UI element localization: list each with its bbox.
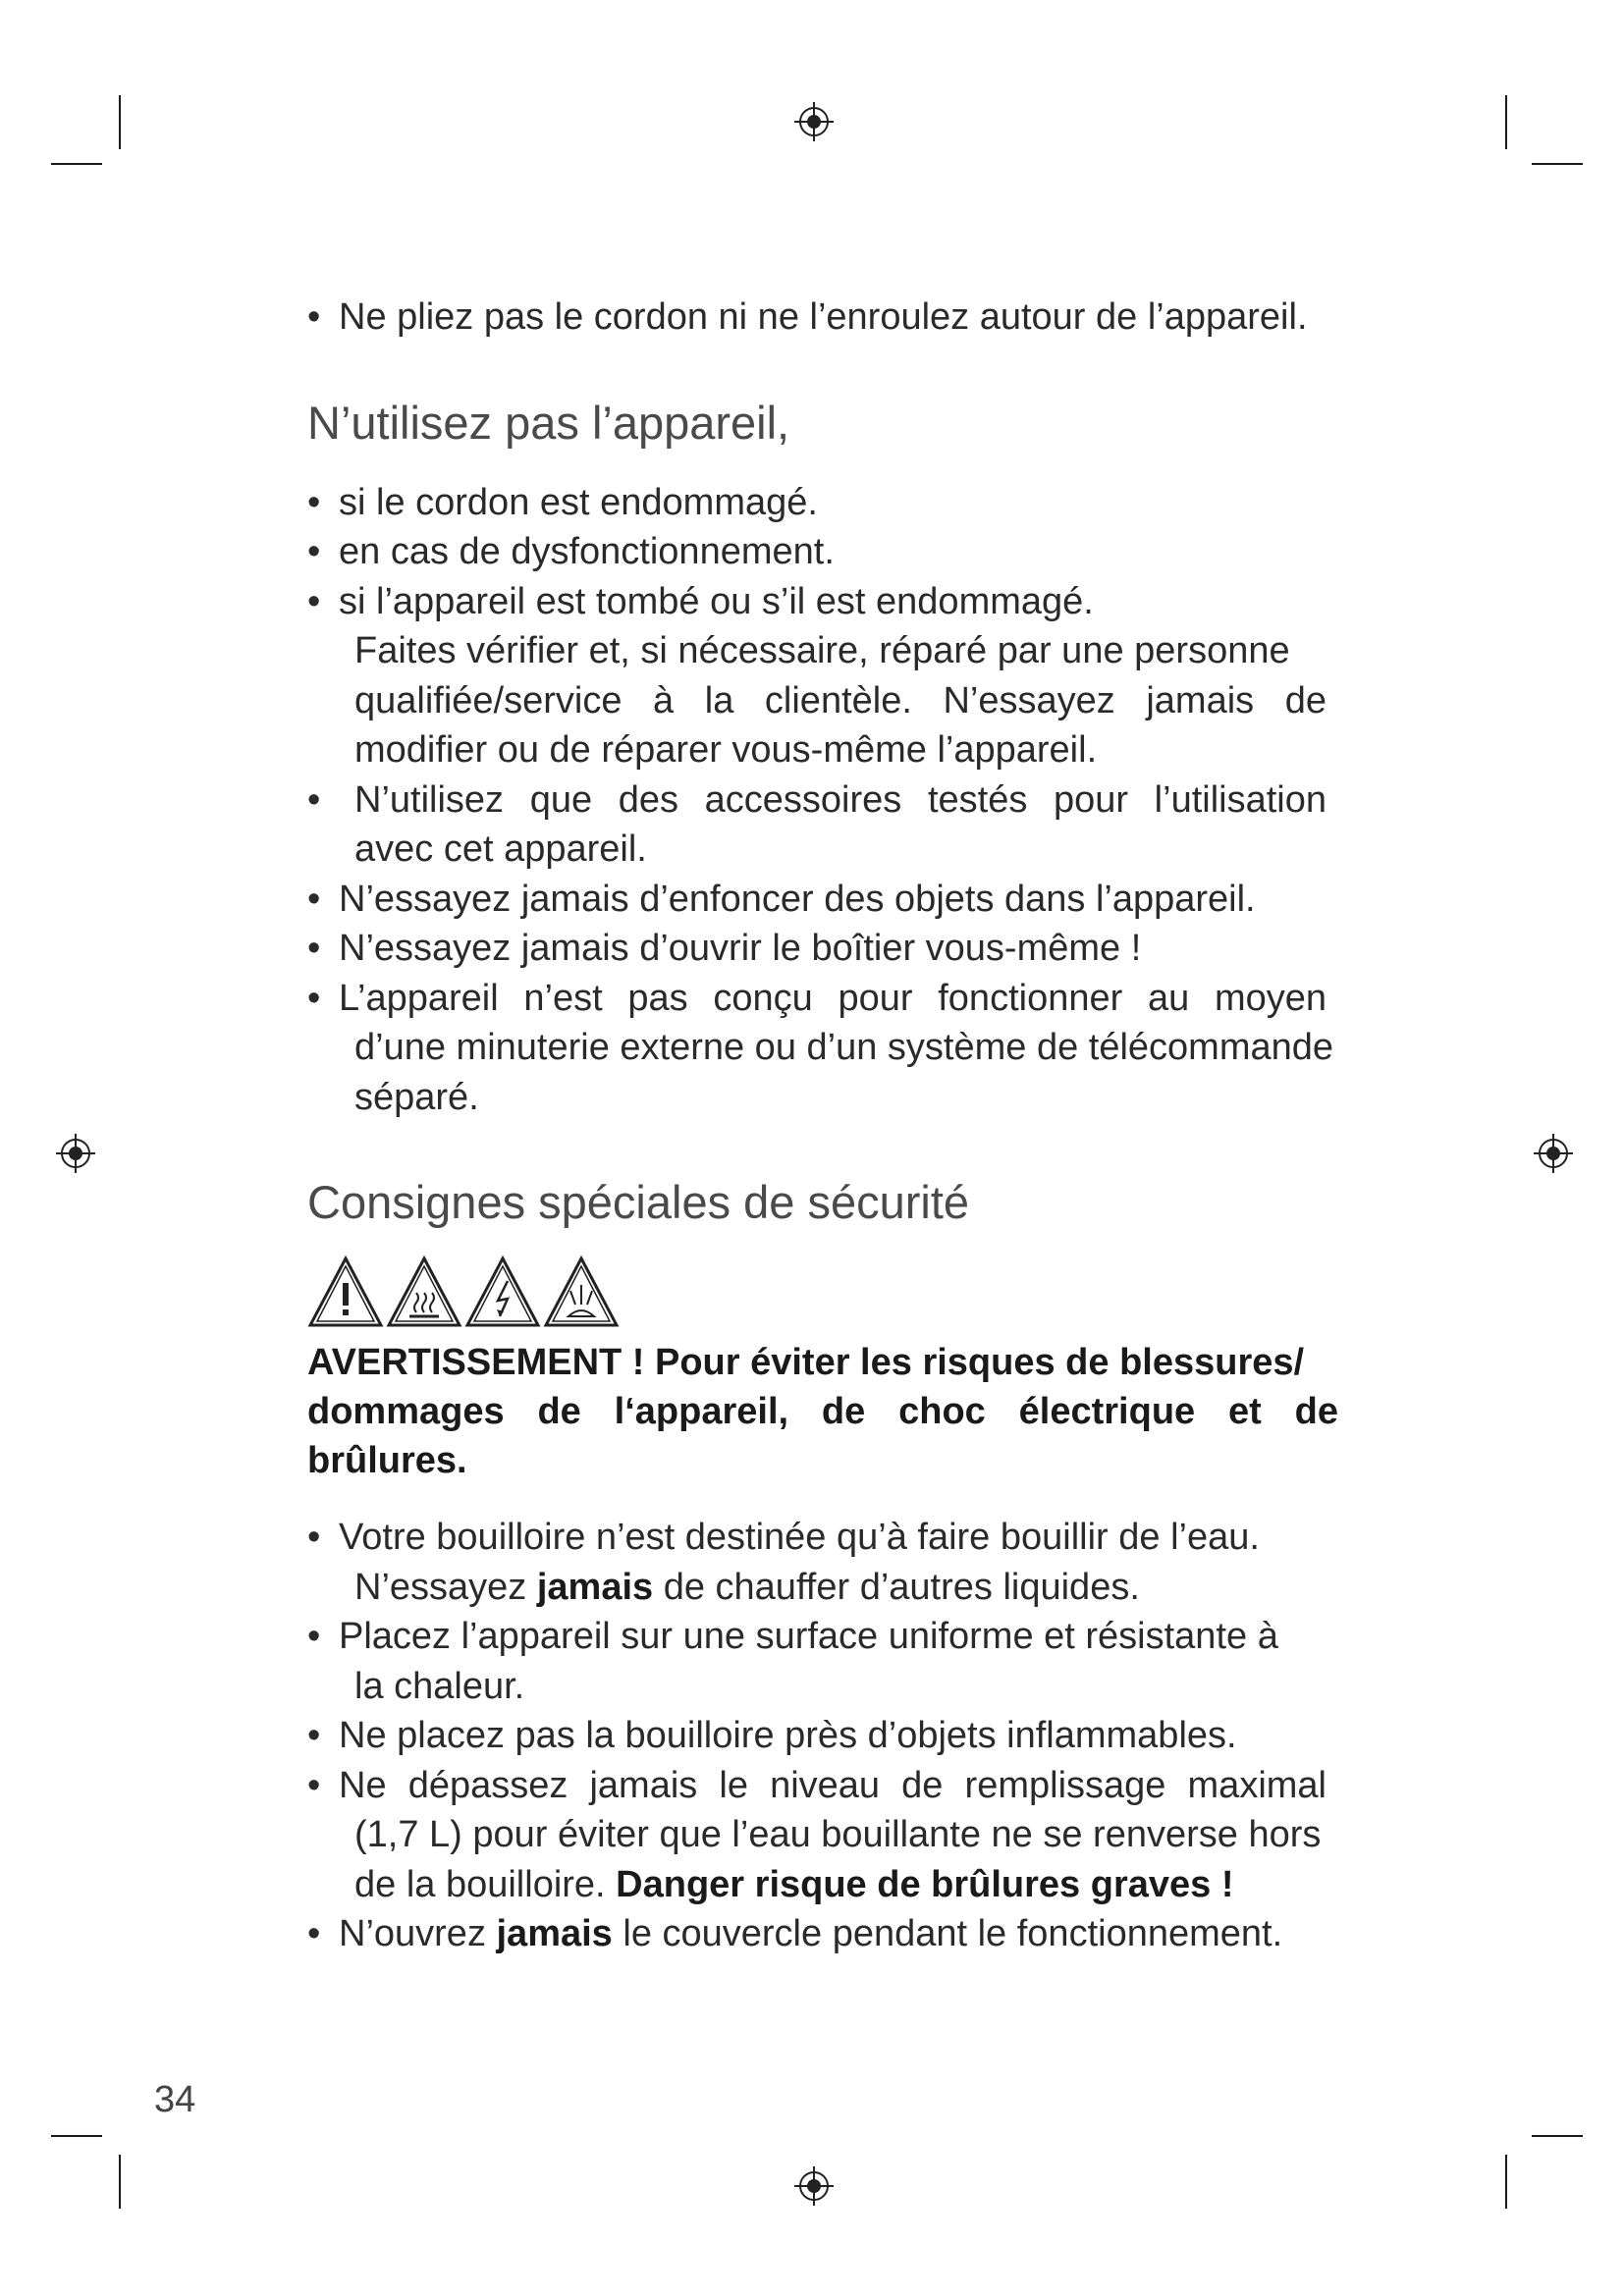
list-item: • N’essayez jamais d’ouvrir le boîtier vous-même !: [307, 928, 1142, 969]
page-content: • Ne pliez pas le cordon ni ne l’enroulez autour de l’appareil. N’utilisez pas l’appareil, • si le cordon est endommagé. • en cas de dysfonctionnement. • si l’appareil est tombé ou s’il est endommagé. Faites vérifier et, si nécessaire, réparé par une personne qualifiée/service à la clientèle. N’essayez jamais de modifier ou de réparer vous-même l’appareil. • N’utilisez que des accessoires testés pour l’utilisation avec cet appareil. • N’essayez jamais d’enfoncer des objets dans l’appareil. • N’essayez jamais d’ouvrir le boîtier vous-même ! • L’appareil n’est pas conçu pour fonctionner au moyen d’une minuterie externe ou d’un système de télécommande séparé. Consignes spéciales de sécurité AVERTISSEMENT ! Pour éviter les risques de blessures/ dommages de l‘appareil, de choc électrique et de brûlures. • Votre bouilloire n’est destinée qu’à faire bouillir de l’eau. N’essayez jamais de chauffer d’autres liquides. • Placez l’appareil sur une surface uniforme et résistante à la chaleur. • Ne placez pas la bouilloire près d’objets inflammables. • Ne dépassez jamais le niveau de remplissage maximal (1,7 L) pour éviter que l’eau bouillante ne se renverse hors de la bouilloire. Danger risque de brûlures graves ! • N’ouvrez jamais le couvercle pendant le fonctionnement.: [307, 293, 1422, 1959]
registration-mark-icon: [1534, 1134, 1573, 1173]
list-item: • Votre bouilloire n’est destinée qu’à faire bouillir de l’eau.: [307, 1517, 1260, 1558]
crop-mark: [51, 163, 102, 165]
list-item: • N’essayez jamais d’enfoncer des objets dans l’appareil.: [307, 878, 1256, 920]
crop-mark: [1505, 2155, 1507, 2209]
hot-surface-icon: [386, 1255, 462, 1328]
list-item-text: Ne pliez pas le cordon ni ne l’enroulez autour de l’appareil.: [339, 296, 1308, 338]
warning-text: AVERTISSEMENT ! Pour éviter les risques de blessures/ dommages de l‘appareil, de choc électrique et de brûlures.: [307, 1342, 1338, 1481]
list-item: • N’utilisez que des accessoires testés pour l’utilisation: [307, 778, 1326, 821]
list-item: • Placez l’appareil sur une surface uniforme et résistante à: [307, 1616, 1278, 1657]
list-item: • en cas de dysfonctionnement.: [307, 531, 835, 572]
crop-mark: [51, 2135, 102, 2137]
list-item-continuation: Faites vérifier et, si nécessaire, réparé par une personne qualifiée/service à la clientèle. N’essayez jamais de modifier ou de réparer vous-même l’appareil.: [354, 630, 1326, 771]
warning-exclamation-icon: [307, 1255, 384, 1328]
crop-mark: [1532, 2135, 1583, 2137]
list-item: • si l’appareil est tombé ou s’il est endommagé.: [307, 580, 1094, 622]
crop-mark: [119, 95, 121, 149]
section-heading: N’utilisez pas l’appareil,: [307, 396, 790, 449]
crop-mark: [1505, 95, 1507, 149]
registration-mark-icon: [56, 1134, 95, 1173]
list-item: • N’ouvrez jamais le couvercle pendant le fonctionnement.: [307, 1913, 1283, 1954]
electric-shock-icon: [464, 1255, 541, 1328]
list-item: • L’appareil n’est pas conçu pour fonctionner au moyen: [307, 977, 1326, 1019]
crop-mark: [1532, 163, 1583, 165]
registration-mark-icon: [794, 102, 834, 141]
list-item: • Ne dépassez jamais le niveau de remplissage maximal: [307, 1764, 1326, 1806]
registration-mark-icon: [794, 2166, 834, 2206]
steam-hazard-icon: [543, 1255, 620, 1328]
page-number: 34: [154, 2079, 196, 2120]
warning-icons: [307, 1250, 1422, 1328]
section-heading: Consignes spéciales de sécurité: [307, 1176, 970, 1228]
list-item: • Ne pliez pas le cordon ni ne l’enroulez autour de l’appareil.: [307, 293, 1422, 343]
list-item: • si le cordon est endommagé.: [307, 481, 818, 523]
list-item: • Ne placez pas la bouilloire près d’objets inflammables.: [307, 1715, 1237, 1756]
crop-mark: [119, 2155, 121, 2209]
